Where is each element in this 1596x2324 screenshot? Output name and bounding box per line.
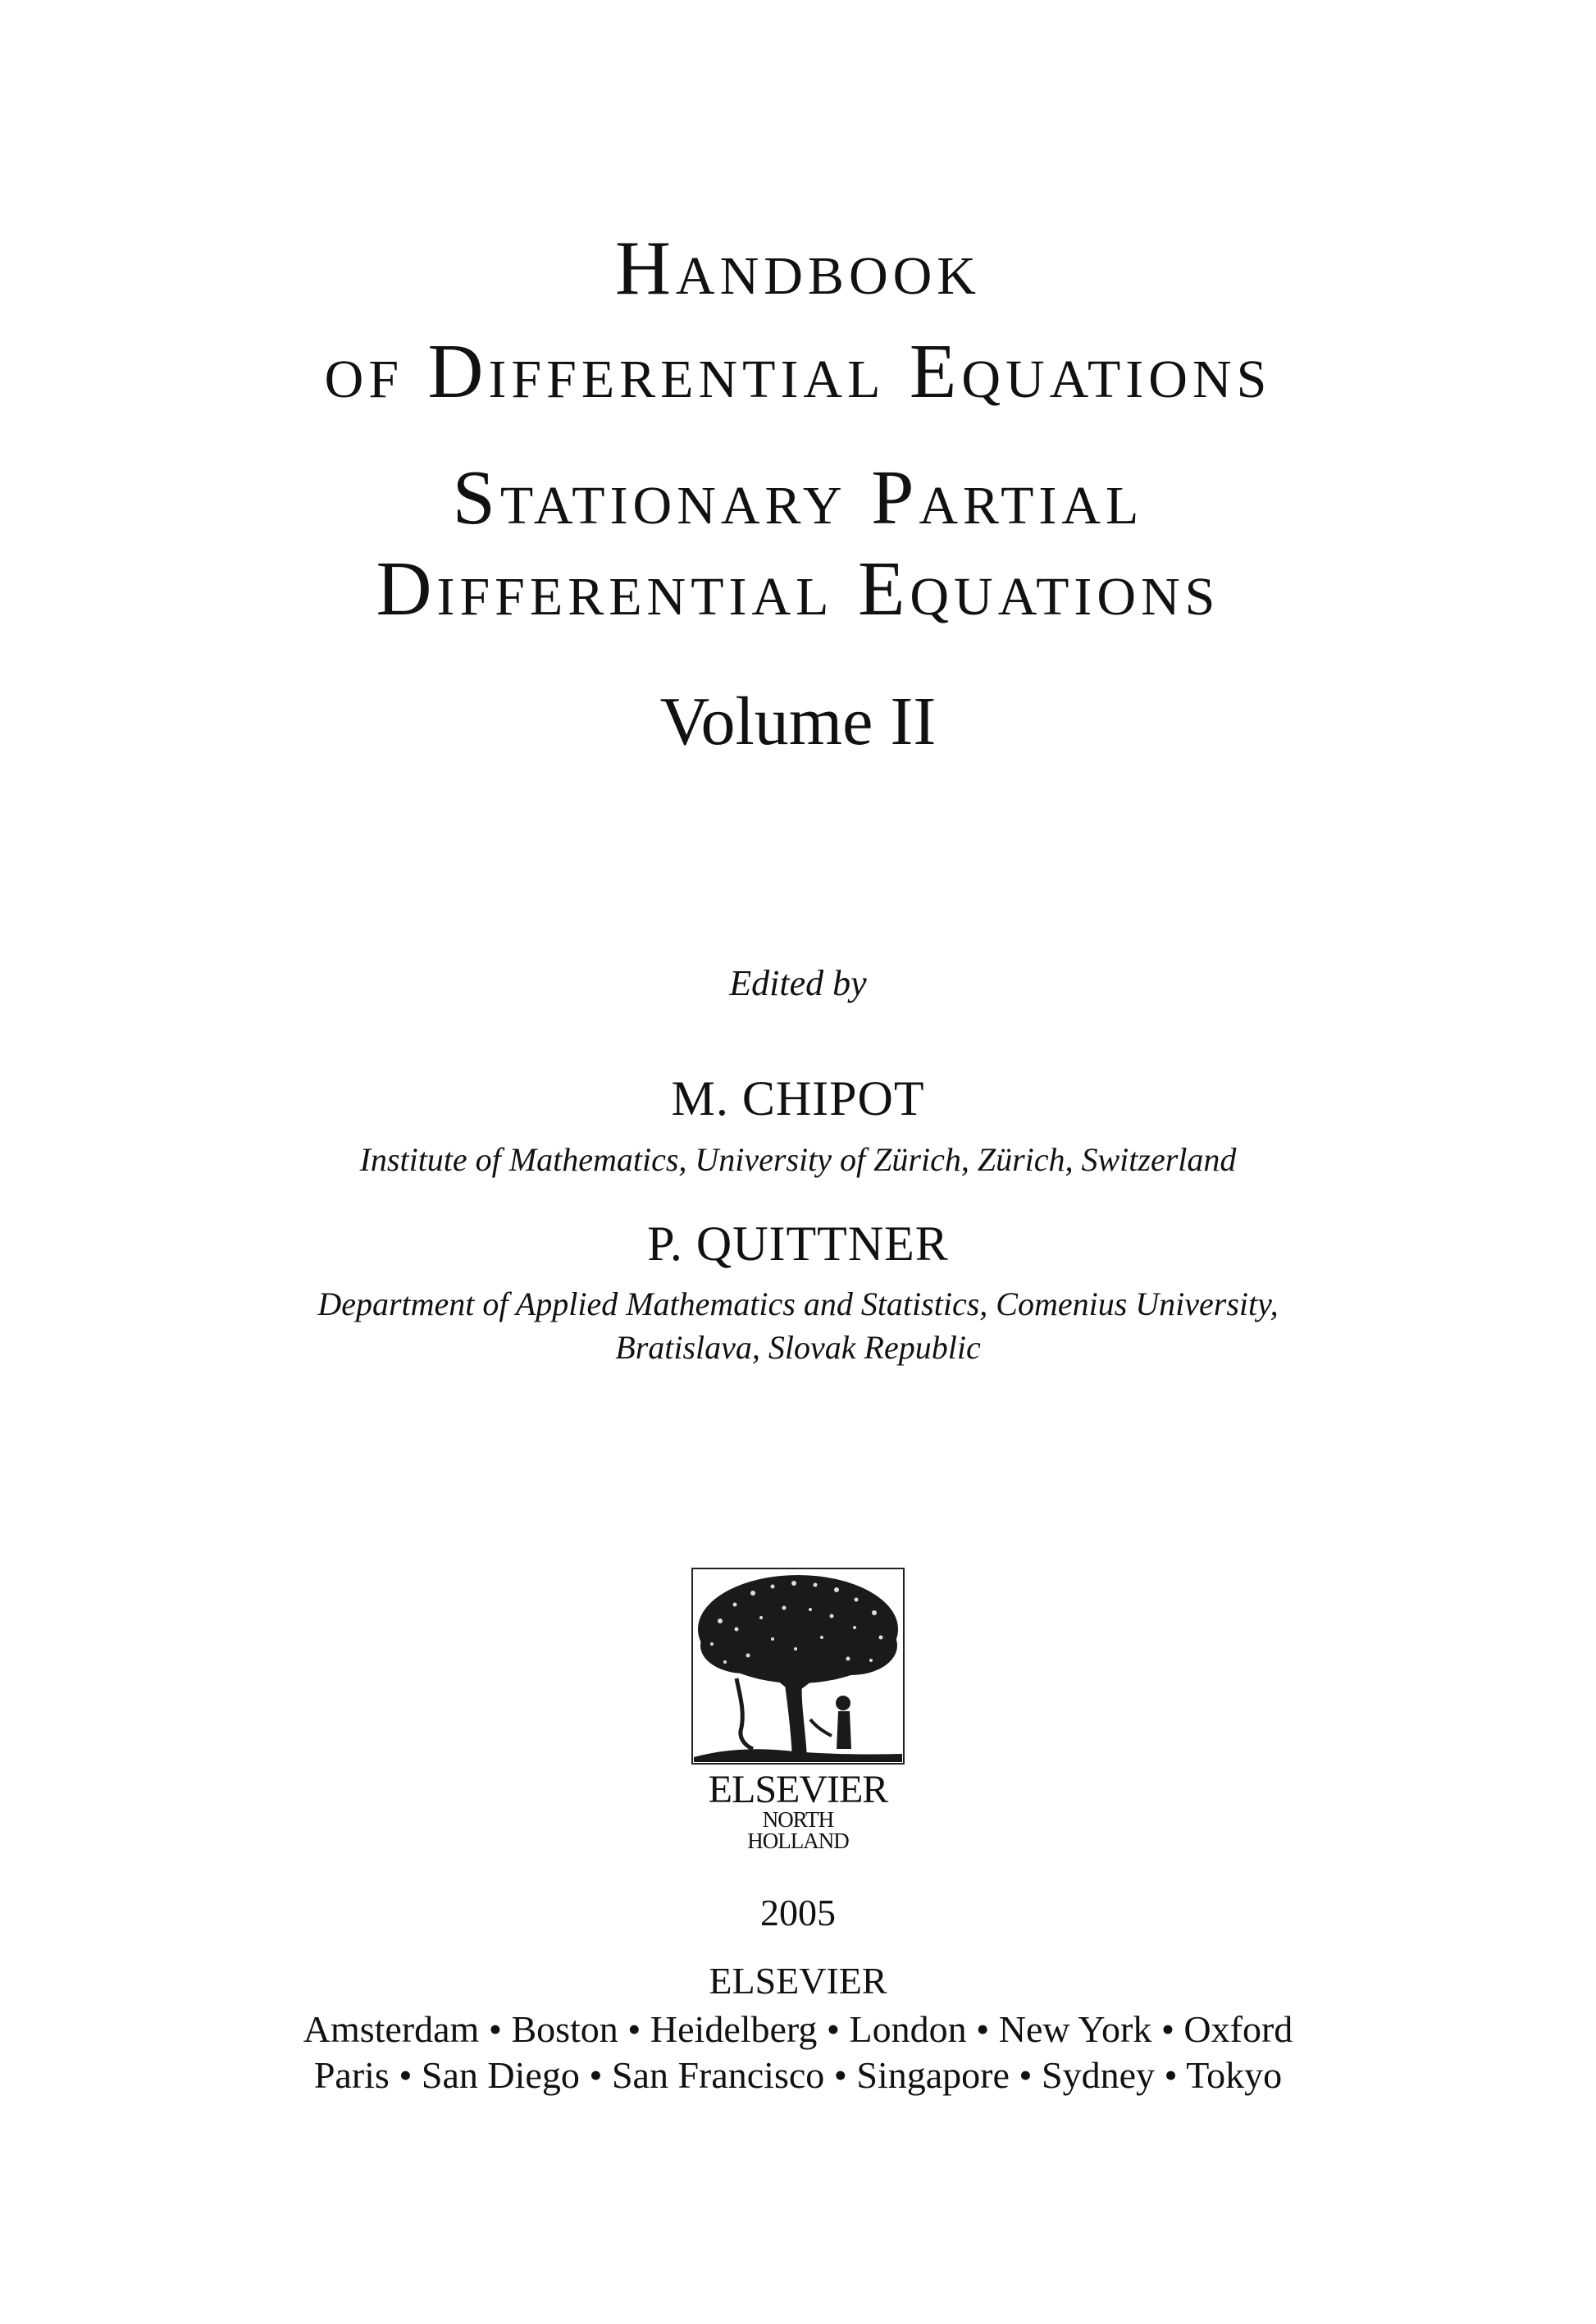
edited-by-label: Edited by: [729, 963, 867, 1003]
logo-sub-north: NORTH: [762, 1807, 834, 1832]
editor-affiliation-chipot: Institute of Mathematics, University of Zürich, Zürich, Switzerland: [359, 1141, 1237, 1178]
publisher-name: ELSEVIER: [709, 1960, 887, 2002]
editor-name-quittner: P. QUITTNER: [647, 1217, 949, 1271]
editor-affiliation-quittner-line-1: Department of Applied Mathematics and Statistics, Comenius University,: [317, 1285, 1279, 1322]
title-line-2: of Differential Equations: [324, 329, 1272, 414]
editor-affiliation-quittner-line-2: Bratislava, Slovak Republic: [615, 1329, 981, 1366]
editor-name-chipot: M. CHIPOT: [671, 1071, 925, 1125]
subtitle-line-2: Differential Equations: [376, 546, 1220, 632]
publisher-cities-line-1: Amsterdam • Boston • Heidelberg • London • New York • Oxford: [303, 2008, 1293, 2050]
logo-name: ELSEVIER: [708, 1768, 888, 1811]
logo-sub-holland: HOLLAND: [747, 1829, 849, 1853]
title-line-1: Handbook: [615, 226, 981, 311]
publisher-cities-line-2: Paris • San Diego • San Francisco • Singapore • Sydney • Tokyo: [313, 2054, 1283, 2096]
subtitle-line-1: Stationary Partial: [452, 455, 1144, 541]
volume-label: Volume II: [659, 683, 937, 760]
publisher-logo: [687, 1564, 909, 1769]
publication-year: 2005: [760, 1892, 836, 1934]
elsevier-tree-icon: [687, 1564, 909, 1769]
